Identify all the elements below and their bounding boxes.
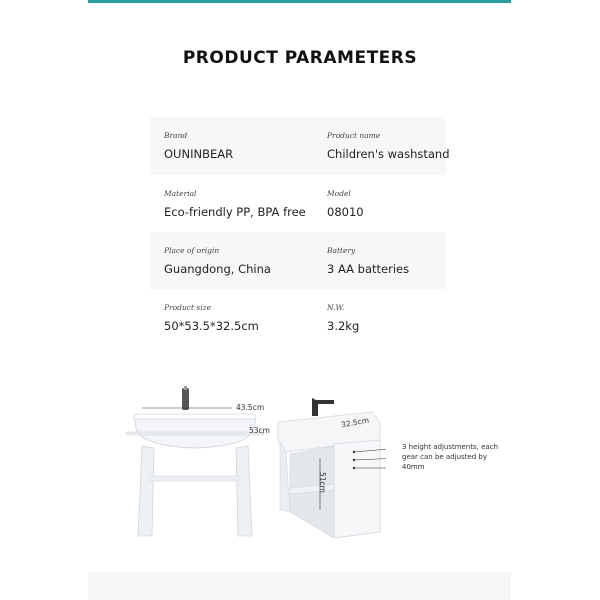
param-value: 50*53.5*32.5cm	[164, 319, 259, 333]
parameters-table	[150, 117, 450, 347]
dim-side-depth: 32.5cm	[340, 415, 370, 430]
param-value: OUNINBEAR	[164, 147, 234, 161]
page-title: PRODUCT PARAMETERS	[182, 48, 418, 68]
param-value: 08010	[327, 205, 364, 219]
dim-front-depth: 53cm	[249, 426, 270, 435]
param-label: Model	[327, 189, 351, 198]
param-label: Place of origin	[164, 246, 220, 255]
param-label: Material	[164, 189, 197, 198]
param-row	[150, 175, 446, 232]
param-brand	[164, 131, 233, 161]
param-label: Product size	[164, 303, 212, 312]
param-size	[164, 303, 259, 333]
param-weight	[327, 303, 359, 333]
param-row	[150, 289, 446, 347]
param-material	[164, 189, 306, 219]
height-adjust-note: 3 height adjustments, each gear can be adjusted by 40mm	[402, 443, 499, 471]
product-side-view	[276, 392, 386, 540]
dim-side-height: 51cm	[317, 472, 327, 493]
param-value: 3.2kg	[327, 319, 360, 333]
param-label: Battery	[327, 246, 356, 255]
param-label: N.W.	[327, 303, 345, 312]
param-row	[150, 117, 450, 175]
param-value: 3 AA batteries	[327, 262, 410, 276]
top-accent-bar	[88, 0, 511, 3]
param-battery	[327, 246, 409, 276]
param-value: Children's washstand	[327, 147, 450, 161]
param-model	[327, 189, 364, 219]
bottom-panel	[88, 572, 511, 600]
param-row	[150, 232, 446, 289]
param-value: Eco-friendly PP, BPA free	[164, 205, 306, 219]
dim-front-width: 43.5cm	[236, 403, 265, 412]
param-label: Brand	[164, 131, 188, 140]
param-label: Product name	[327, 131, 381, 140]
param-value: Guangdong, China	[164, 262, 271, 276]
param-product-name	[327, 131, 450, 161]
param-origin	[164, 246, 271, 276]
